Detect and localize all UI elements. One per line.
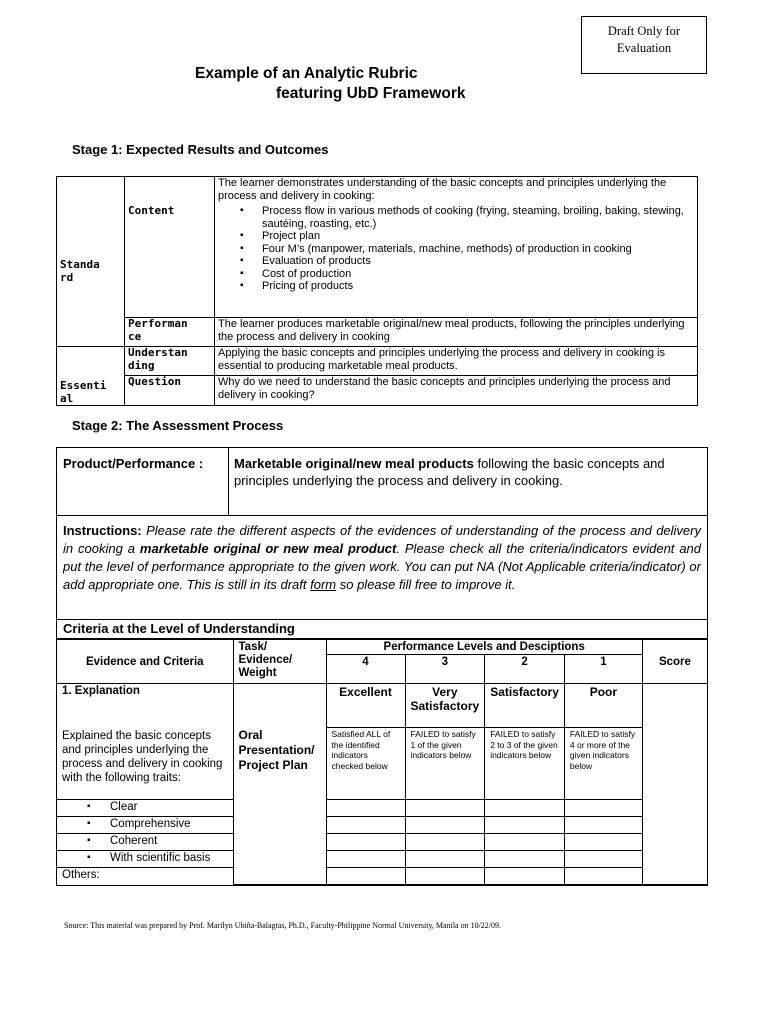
essential-label-part2: al [60,391,74,405]
content-item: ▪ Cost of production [262,268,694,281]
instructions-part2: . Please check all the criteria/indicators evident and put the level of performance appropriate to the given work. You can put NA (Not Applicable criteria/indicator) or add appropriate one. This is still in its draft [63,541,702,592]
source-note: Source: This material was prepared by Prof. Marilyn Ubiña-Balagtas, Ph.D., Faculty-Philippine Normal University, Manila on 10/22/09. [64,921,502,930]
explanation-label: 1. Explanation [57,684,233,728]
check-cell[interactable] [405,851,485,868]
essential-label [57,347,125,406]
check-cell[interactable] [485,868,565,885]
product-label: Product/Performance : [57,448,229,515]
check-cell[interactable] [405,800,485,817]
level-1-name: Poor [564,684,642,728]
check-cell[interactable] [564,868,642,885]
performance-label-part1: Performan [128,317,188,330]
stage2-box [56,447,708,886]
level-1-desc: FAILED to satisfy 4 or more of the given indicators below [564,728,642,800]
others-label: Others: [57,868,233,885]
check-cell[interactable] [485,800,565,817]
instructions-part1: Please rate the different aspects of the evidences of understanding of the process and delivery in cooking a [63,523,701,556]
draft-note-line2: Evaluation [616,41,672,55]
document-title-line2: featuring UbD Framework [276,85,466,102]
level-4-number: 4 [326,655,405,684]
instructions-bold: marketable original or new meal product [139,541,397,556]
question-label: Question [125,376,215,406]
level-3-desc: FAILED to satisfy 1 of the given indicators below [405,728,485,800]
check-cell[interactable] [485,851,565,868]
check-cell[interactable] [326,817,405,834]
product-bold: Marketable original/new meal products [234,456,474,471]
check-cell[interactable] [485,834,565,851]
level-2-desc: FAILED to satisfy 2 to 3 of the given indicators below [485,728,565,800]
understanding-text: Applying the basic concepts and principles underlying the process and delivery in cooking is essential to producing marketable meal products. [215,347,698,376]
understanding-label [125,347,215,376]
task-cell: Oral Presentation/ Project Plan [233,684,326,885]
essential-label-part1: Essenti [60,379,107,392]
standard-label-part1: Standa [60,258,100,271]
draft-note-box [581,16,707,74]
understanding-label-part1: Understan [128,346,188,359]
product-row [57,448,707,516]
product-rest: following the basic concepts and principles underlying the process and delivery in cooking. [234,456,665,488]
stage1-heading: Stage 1: Expected Results and Outcomes [72,142,329,157]
trait-row [57,817,233,834]
explained-text: Explained the basic concepts and principles underlying the process and delivery in cooking with the following traits: [57,728,233,800]
content-item: ▪ Pricing of products [262,280,694,293]
check-cell[interactable] [326,851,405,868]
col-performance-header: Performance Levels and Desciptions [326,640,642,655]
trait-row [57,834,233,851]
level-3-name: Very Satisfactory [405,684,485,728]
check-cell[interactable] [564,851,642,868]
check-cell[interactable] [564,834,642,851]
trait-label: With scientific basis [110,852,211,864]
check-cell[interactable] [405,868,485,885]
trait-row [57,800,233,817]
standard-label-part2: rd [60,270,74,284]
stage1-table [56,176,698,406]
product-text [229,448,707,515]
check-cell[interactable] [564,817,642,834]
content-item: ▪ Four M’s (manpower, materials, machine, methods) of production in cooking [262,243,694,256]
instructions-part3: so please fill free to improve it. [336,577,516,592]
instructions [57,516,707,620]
performance-label [125,318,215,347]
score-cell[interactable] [642,684,707,885]
trait-label: Clear [110,801,138,813]
level-3-number: 3 [405,655,485,684]
criteria-heading: Criteria at the Level of Understanding [57,620,707,639]
content-item: ▪ Process flow in various methods of cooking (frying, steaming, broiling, baking, stewing, sautéing, roasting, etc.) [262,205,694,230]
performance-text: The learner produces marketable original/new meal products, following the principles underlying the process and delivery in cooking [215,318,698,347]
check-cell[interactable] [405,817,485,834]
check-cell[interactable] [405,834,485,851]
standard-label [57,177,125,347]
level-4-desc: Satisfied ALL of the identified indicators checked below [326,728,405,800]
level-2-name: Satisfactory [485,684,565,728]
stage2-heading: Stage 2: The Assessment Process [72,418,284,433]
question-text: Why do we need to understand the basic concepts and principles underlying the process and delivery in cooking? [215,376,698,406]
content-cell [215,177,698,318]
col-task-header: Task/ Evidence/ Weight [233,640,326,684]
trait-row [57,851,233,868]
content-list [218,205,694,293]
check-cell[interactable] [326,800,405,817]
rubric-table [57,639,707,885]
col-score-header: Score [642,640,707,684]
check-cell[interactable] [326,868,405,885]
draft-note-line1: Draft Only for [607,24,681,38]
content-item: ▪ Evaluation of products [262,255,694,268]
level-1-number: 1 [564,655,642,684]
document-title-line1: Example of an Analytic Rubric [195,65,418,82]
understanding-label-part2: ding [128,358,155,372]
check-cell[interactable] [564,800,642,817]
content-item: ▪ Project plan [262,230,694,243]
col-evidence-header: Evidence and Criteria [57,640,233,684]
content-label: Content [125,177,215,318]
performance-label-part2: ce [128,329,142,343]
level-4-name: Excellent [326,684,405,728]
trait-label: Comprehensive [110,818,191,830]
instructions-label: Instructions: [63,523,142,538]
instructions-underlined: form [310,577,337,592]
check-cell[interactable] [326,834,405,851]
level-2-number: 2 [485,655,565,684]
content-intro: The learner demonstrates understanding of the basic concepts and principles underlying the process and delivery in cooking: [218,177,667,202]
check-cell[interactable] [485,817,565,834]
trait-label: Coherent [110,835,158,847]
